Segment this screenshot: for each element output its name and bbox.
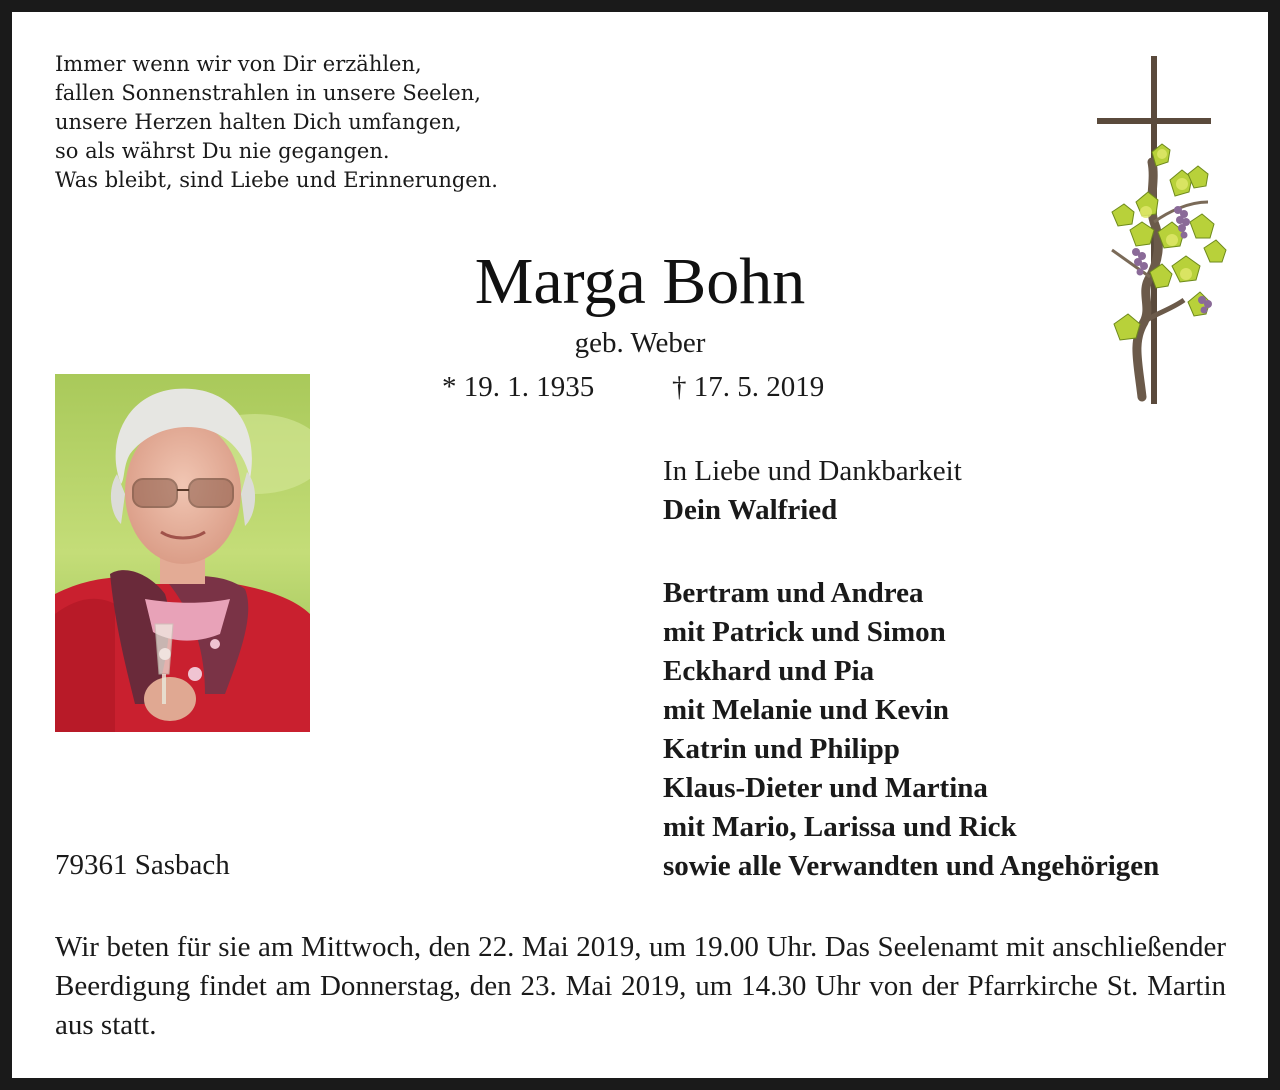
mourners-family-line: mit Melanie und Kevin xyxy=(663,694,949,726)
mourners-family-line: Bertram und Andrea xyxy=(663,577,924,609)
mourners-family-line: Eckhard und Pia xyxy=(663,655,875,687)
mourners-family-line: mit Mario, Larissa und Rick xyxy=(663,811,1017,843)
service-notice: Wir beten für sie am Mittwoch, den 22. Mai 2019, um 19.00 Uhr. Das Seelenamt mit anschließender Beerdigung findet am Donnerstag, den 23. Mai 2019, um 14.30 Uhr von der Pfarrkirche St. Martin aus statt. xyxy=(55,931,1226,1041)
deceased-name: Marga Bohn xyxy=(474,245,806,318)
death-date: † 17. 5. 2019 xyxy=(672,371,825,403)
portrait-photo xyxy=(55,374,310,732)
birth-date: * 19. 1. 1935 xyxy=(442,371,595,403)
poem-line: Was bleibt, sind Liebe und Erinnerungen. xyxy=(55,168,498,192)
mourners-family-line: Klaus-Dieter und Martina xyxy=(663,772,988,804)
mourners-family-line: Katrin und Philipp xyxy=(663,733,900,765)
place: 79361 Sasbach xyxy=(55,849,230,881)
poem-line: Immer wenn wir von Dir erzählen, xyxy=(55,52,422,76)
mourners-spouse: Dein Walfried xyxy=(663,494,838,526)
poem xyxy=(55,50,498,195)
mourners-block xyxy=(663,452,1159,886)
mourners-family-line: mit Patrick und Simon xyxy=(663,616,946,648)
poem-line: fallen Sonnenstrahlen in unsere Seelen, xyxy=(55,81,481,105)
mourners-intro: In Liebe und Dankbarkeit xyxy=(663,455,962,487)
obituary-notice xyxy=(12,12,1268,1078)
poem-line: unsere Herzen halten Dich umfangen, xyxy=(55,110,462,134)
maiden-name: geb. Weber xyxy=(574,327,706,359)
poem-line: so als währst Du nie gegangen. xyxy=(55,139,390,163)
mourners-family-line: sowie alle Verwandten und Angehörigen xyxy=(663,850,1160,882)
